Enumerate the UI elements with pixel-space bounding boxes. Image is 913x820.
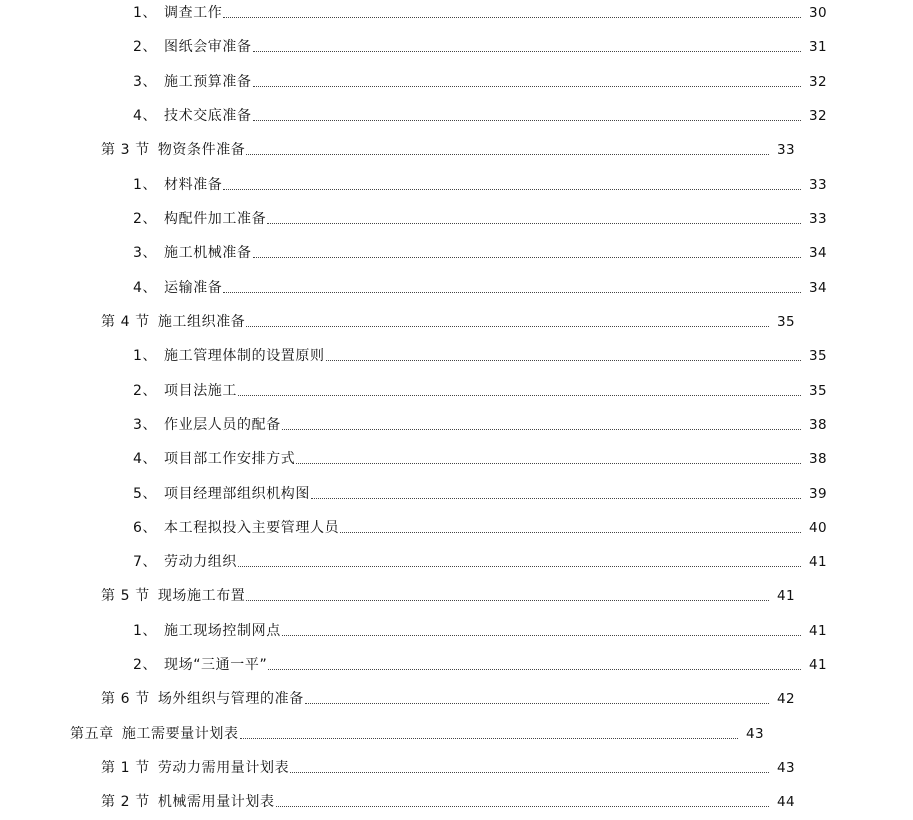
dot-leader [268, 668, 801, 670]
toc-entry-title: 运输准备 [164, 280, 223, 296]
toc-entry[interactable] [0, 481, 913, 503]
dot-leader [246, 325, 769, 327]
toc-entry-title: 技术交底准备 [164, 108, 252, 124]
toc-entry-number: 第 4 节 [101, 314, 150, 330]
dot-leader [326, 359, 801, 361]
toc-entry-page: 32 [809, 74, 827, 90]
toc-entry-number: 第 5 节 [101, 588, 150, 604]
toc-entry-number: 4、 [133, 280, 158, 296]
dot-leader [223, 16, 801, 18]
toc-entry[interactable] [0, 412, 913, 434]
toc-entry-number: 2、 [133, 657, 158, 673]
toc-entry-number: 4、 [133, 108, 158, 124]
toc-entry[interactable] [0, 721, 850, 743]
toc-entry-title: 调查工作 [164, 5, 223, 21]
toc-entry-title: 施工需要量计划表 [121, 726, 239, 742]
toc-entry-title: 构配件加工准备 [164, 211, 267, 227]
toc-entry-number: 4、 [133, 451, 158, 467]
toc-entry-title: 物资条件准备 [157, 142, 246, 158]
dot-leader [246, 153, 769, 155]
toc-entry[interactable] [0, 378, 913, 400]
toc-entry-number: 3、 [133, 245, 158, 261]
toc-entry[interactable] [0, 103, 913, 125]
dot-leader [240, 737, 738, 739]
toc-entry[interactable] [0, 172, 913, 194]
toc-entry-title: 施工管理体制的设置原则 [164, 348, 325, 364]
dot-leader [305, 702, 769, 704]
toc-entry-title: 场外组织与管理的准备 [157, 691, 304, 707]
toc-entry-title: 劳动力需用量计划表 [157, 760, 290, 776]
toc-entry-page: 41 [809, 554, 827, 570]
toc-entry[interactable] [0, 34, 913, 56]
toc-entry-page: 44 [777, 794, 795, 810]
toc-entry[interactable] [0, 275, 913, 297]
toc-entry-title: 施工预算准备 [164, 74, 252, 90]
toc-entry-number: 2、 [133, 39, 158, 55]
toc-entry-title: 施工组织准备 [157, 314, 246, 330]
toc-entry-page: 41 [809, 657, 827, 673]
toc-entry-number: 1、 [133, 348, 158, 364]
toc-entry-number: 2、 [133, 383, 158, 399]
toc-entry[interactable] [0, 446, 913, 468]
toc-entry-page: 34 [809, 245, 827, 261]
toc-entry[interactable] [0, 309, 881, 331]
toc-entry[interactable] [0, 343, 913, 365]
dot-leader [253, 85, 801, 87]
toc-entry-number: 3、 [133, 417, 158, 433]
toc-entry-number: 第 1 节 [101, 760, 150, 776]
dot-leader [223, 188, 801, 190]
dot-leader [296, 462, 801, 464]
toc-entry-page: 33 [809, 211, 827, 227]
toc-entry[interactable] [0, 652, 913, 674]
toc-entry-title: 施工现场控制网点 [164, 623, 281, 639]
toc-entry-title: 本工程拟投入主要管理人员 [164, 520, 340, 536]
toc-entry[interactable] [0, 515, 913, 537]
toc-entry-page: 43 [746, 726, 764, 742]
dot-leader [311, 497, 801, 499]
toc-entry-number: 第 3 节 [101, 142, 150, 158]
dot-leader [267, 222, 801, 224]
toc-entry[interactable] [0, 618, 913, 640]
dot-leader [340, 531, 801, 533]
toc-entry-title: 机械需用量计划表 [157, 794, 275, 810]
toc-entry[interactable] [0, 789, 881, 811]
toc-entry-page: 38 [809, 451, 827, 467]
toc-entry-number: 6、 [133, 520, 158, 536]
toc-entry[interactable] [0, 137, 881, 159]
toc-entry-page: 40 [809, 520, 827, 536]
toc-entry-page: 39 [809, 486, 827, 502]
dot-leader [253, 119, 801, 121]
toc-entry-number: 1、 [133, 177, 158, 193]
toc-entry[interactable] [0, 686, 881, 708]
toc-entry-page: 33 [809, 177, 827, 193]
toc-entry-title: 项目部工作安排方式 [164, 451, 296, 467]
toc-entry[interactable] [0, 240, 913, 262]
toc-entry-number: 2、 [133, 211, 158, 227]
toc-entry-page: 33 [777, 142, 795, 158]
toc-entry[interactable] [0, 69, 913, 91]
toc-entry[interactable] [0, 583, 881, 605]
toc-entry-title: 施工机械准备 [164, 245, 252, 261]
toc-entry-number: 7、 [133, 554, 158, 570]
dot-leader [282, 428, 801, 430]
toc-entry[interactable] [0, 206, 913, 228]
toc-entry-title: 现场“三通一平” [164, 657, 268, 673]
dot-leader [290, 771, 769, 773]
toc-entry[interactable] [0, 0, 913, 22]
toc-entry[interactable] [0, 549, 913, 571]
toc-entry-page: 42 [777, 691, 795, 707]
dot-leader [223, 291, 801, 293]
toc-entry[interactable] [0, 755, 881, 777]
toc-entry-page: 38 [809, 417, 827, 433]
toc-entry-number: 第 2 节 [101, 794, 150, 810]
toc-entry-title: 作业层人员的配备 [164, 417, 281, 433]
toc-entry-page: 41 [777, 588, 795, 604]
toc-entry-number: 3、 [133, 74, 158, 90]
toc-entry-number: 第五章 [70, 726, 114, 742]
toc-entry-page: 43 [777, 760, 795, 776]
toc-entry-title: 项目经理部组织机构图 [164, 486, 310, 502]
toc-entry-title: 项目法施工 [164, 383, 237, 399]
toc-entry-title: 劳动力组织 [164, 554, 237, 570]
dot-leader [276, 805, 769, 807]
toc-entry-number: 5、 [133, 486, 158, 502]
dot-leader [253, 256, 801, 258]
dot-leader [253, 50, 801, 52]
toc-entry-number: 第 6 节 [101, 691, 150, 707]
dot-leader [238, 394, 801, 396]
toc-entry-title: 图纸会审准备 [164, 39, 252, 55]
dot-leader [282, 634, 801, 636]
toc-entry-page: 35 [809, 348, 827, 364]
toc-entry-page: 34 [809, 280, 827, 296]
dot-leader [238, 565, 801, 567]
dot-leader [246, 599, 769, 601]
toc-entry-number: 1、 [133, 623, 158, 639]
toc-entry-number: 1、 [133, 5, 158, 21]
toc-entry-title: 现场施工布置 [157, 588, 246, 604]
toc-entry-page: 31 [809, 39, 827, 55]
toc-entry-page: 35 [809, 383, 827, 399]
toc-entry-page: 32 [809, 108, 827, 124]
toc-entry-page: 30 [809, 5, 827, 21]
toc-entry-page: 35 [777, 314, 795, 330]
toc-entry-title: 材料准备 [164, 177, 223, 193]
toc-entry-page: 41 [809, 623, 827, 639]
